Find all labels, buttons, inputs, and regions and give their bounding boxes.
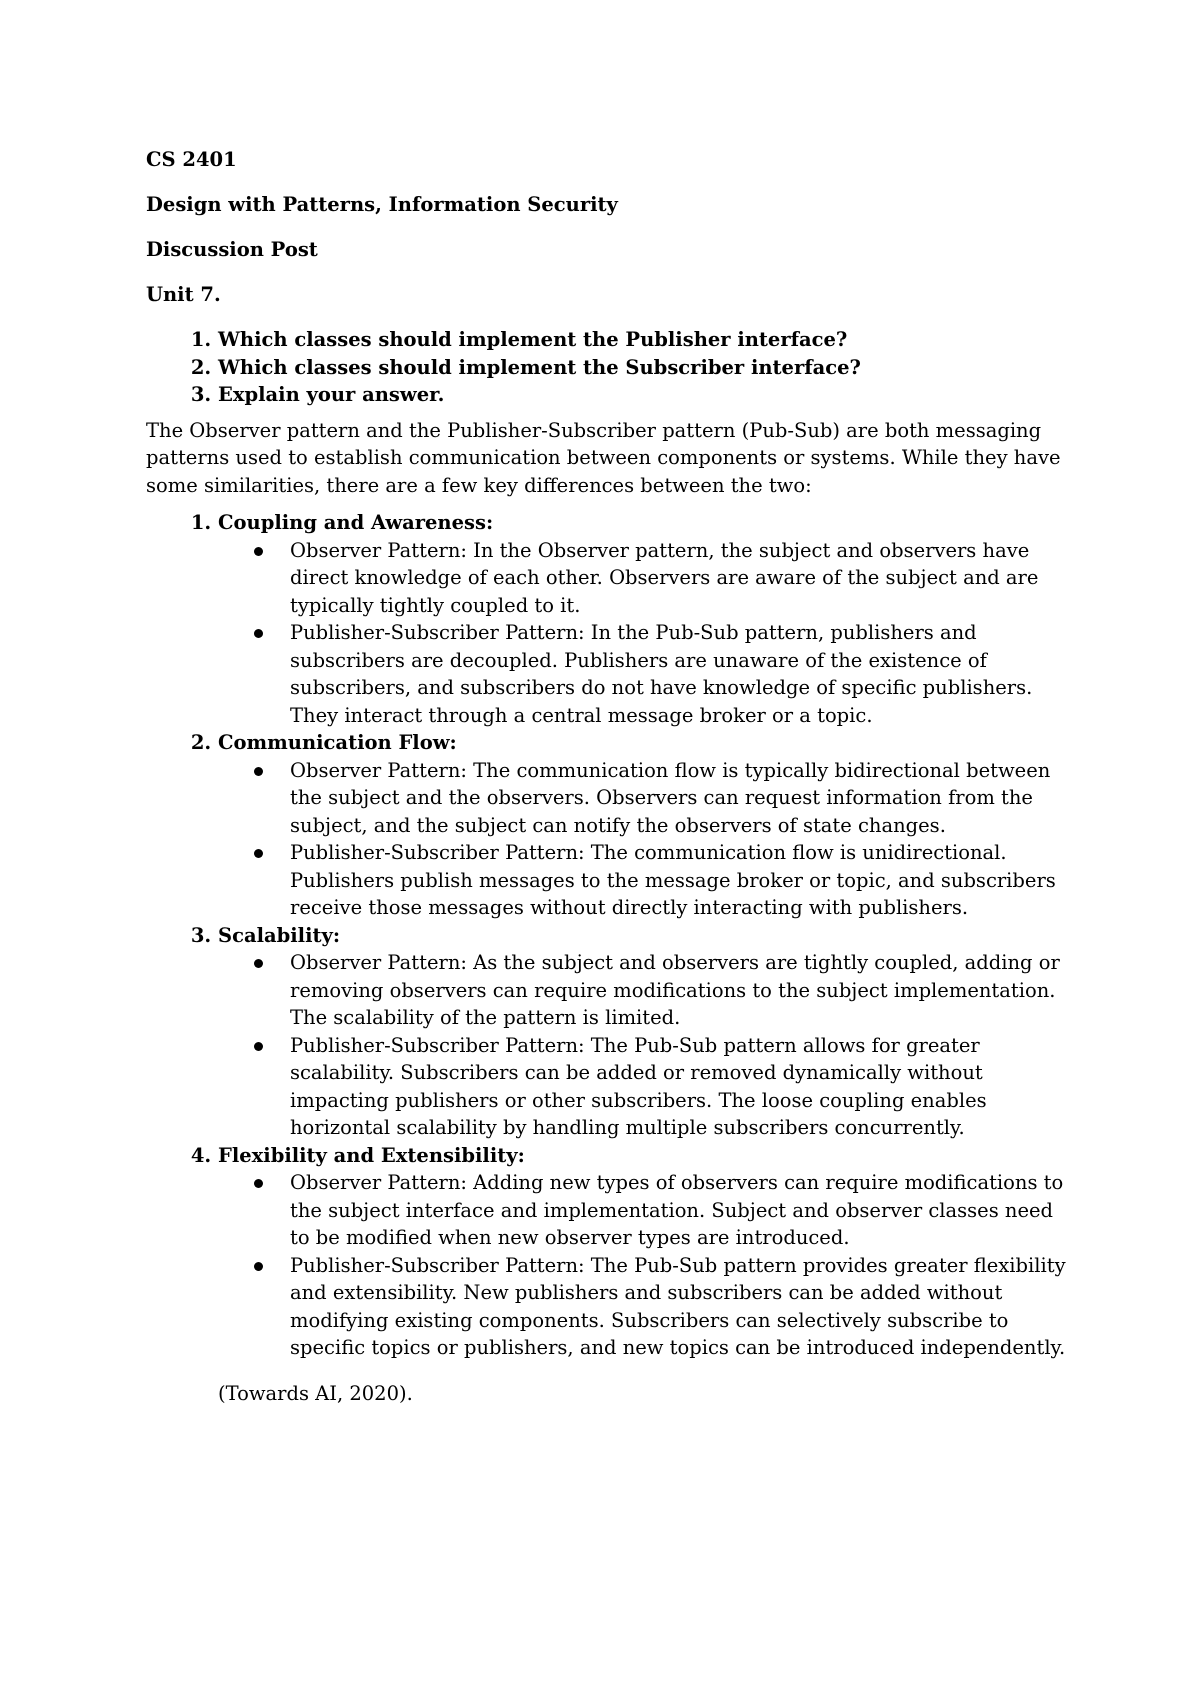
point-title: Communication Flow: — [218, 731, 457, 754]
bullet-list — [218, 949, 1066, 1142]
point-title: Scalability: — [218, 923, 341, 947]
question-list — [146, 326, 1066, 409]
question-item: 1. Which classes should implement the Publisher interface? — [218, 326, 1066, 354]
bullet-item — [290, 1252, 1066, 1362]
bullet-item — [290, 537, 1066, 620]
comparison-point — [218, 1142, 1066, 1362]
bullet-item — [290, 839, 1066, 922]
question-item: 2. Which classes should implement the Subscriber interface? — [218, 354, 1066, 382]
bullet-item — [290, 757, 1066, 840]
bullet-icon — [254, 1042, 263, 1051]
comparison-list — [146, 509, 1066, 1362]
bullet-icon — [254, 1262, 263, 1271]
comparison-point — [218, 729, 1066, 922]
bullet-text: Observer Pattern: In the Observer pattern, the subject and observers have direct knowledge of each other. Observers are aware of the subject and are typically tightly coupled to it. — [290, 538, 1039, 617]
bullet-item — [290, 1169, 1066, 1252]
bullet-icon — [254, 959, 263, 968]
bullet-icon — [254, 547, 263, 556]
bullet-item — [290, 949, 1066, 1032]
question-item: 3. Explain your answer. — [218, 381, 1066, 409]
intro-paragraph: The Observer pattern and the Publisher-Subscriber pattern (Pub-Sub) are both messaging patterns used to establish communication between components or systems. While they have some similarities, there are a few key differences between the two: — [146, 418, 1061, 497]
point-title: Flexibility and Extensibility: — [218, 1143, 525, 1167]
comparison-point — [218, 922, 1066, 1142]
bullet-icon — [254, 767, 263, 776]
post-type: Discussion Post — [146, 238, 318, 261]
bullet-icon — [254, 849, 263, 858]
bullet-list — [218, 757, 1066, 922]
bullet-text: Observer Pattern: Adding new types of observers can require modifications to the subject interface and implementation. Subject and observer classes need to be modified when new observer types are introduced. — [290, 1171, 1064, 1249]
document-body — [146, 146, 1066, 1407]
bullet-icon — [254, 1179, 263, 1188]
point-title: Coupling and Awareness: — [218, 511, 494, 534]
unit-label: Unit 7. — [146, 283, 221, 306]
comparison-point — [218, 509, 1066, 729]
bullet-list — [218, 537, 1066, 730]
bullet-list — [218, 1169, 1066, 1362]
course-topic: Design with Patterns, Information Security — [146, 193, 618, 216]
bullet-item — [290, 1032, 1066, 1142]
bullet-text: Publisher-Subscriber Pattern: In the Pub-Sub pattern, publishers and subscribers are decoupled. Publishers are unaware of the existence of subscribers, and subscribers do not have knowledge of specific publishers. They interact through a central message broker or a topic. — [290, 621, 1033, 727]
bullet-text: Observer Pattern: As the subject and observers are tightly coupled, adding or removing observers can require modifications to the subject implementation. The scalability of the pattern is limited. — [290, 951, 1060, 1029]
course-code: CS 2401 — [146, 148, 237, 171]
bullet-text: Observer Pattern: The communication flow is typically bidirectional between the subject and the observers. Observers can request information from the subject, and the subject can notify the observers of state changes. — [290, 758, 1051, 837]
bullet-icon — [254, 629, 263, 638]
bullet-text: Publisher-Subscriber Pattern: The Pub-Sub pattern provides greater flexibility and extensibility. New publishers and subscribers can be added without modifying existing components. Subscribers can selectively subscribe to specific topics or publishers, and new topics can be introduced independently. — [290, 1253, 1066, 1359]
bullet-item — [290, 619, 1066, 729]
bullet-text: Publisher-Subscriber Pattern: The communication flow is unidirectional. Publishers publish messages to the message broker or topic, and subscribers receive those messages without directly interacting with publishers. — [290, 841, 1056, 919]
citation: (Towards AI, 2020). — [218, 1381, 413, 1405]
bullet-text: Publisher-Subscriber Pattern: The Pub-Sub pattern allows for greater scalability. Subscribers can be added or removed dynamically without impacting publishers or other subscribers. The loose coupling enables horizontal scalability by handling multiple subscribers concurrently. — [290, 1033, 987, 1139]
